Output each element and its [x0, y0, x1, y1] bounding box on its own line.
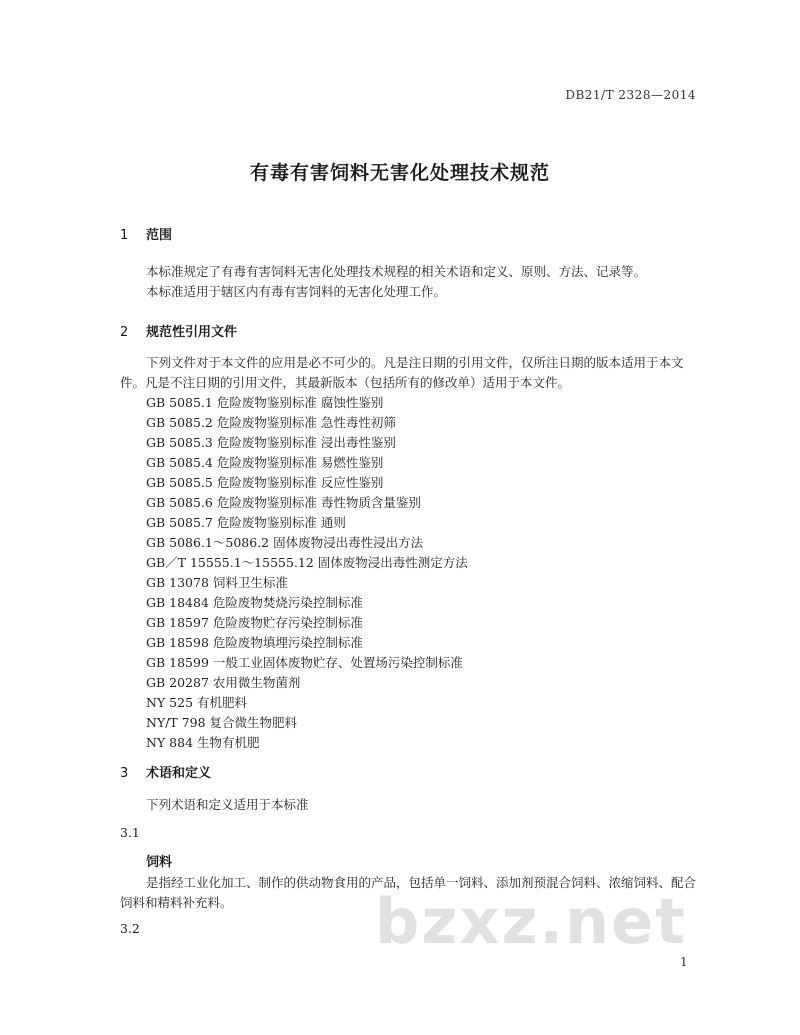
subclause-3-2-number: 3.2 [120, 921, 140, 936]
reference-item: GB 5085.6 危险废物鉴别标准 毒性物质含量鉴别 [146, 495, 421, 510]
reference-item: GB 18484 危险废物焚烧污染控制标准 [146, 595, 363, 610]
reference-item: GB 18598 危险废物填埋污染控制标准 [146, 635, 363, 650]
section-2-intro: 下列文件对于本文件的应用是必不可少的。凡是注日期的引用文件，仅所注日期的版本适用于本文件。凡是不注日期的引用文件，其最新版本（包括所有的修改单）适用于本文件。 [120, 355, 684, 390]
section-1-heading [120, 224, 172, 243]
section-3-title: 术语和定义 [146, 766, 212, 781]
section-3-number: 3 [120, 766, 129, 781]
reference-item: GB 5085.2 危险废物鉴别标准 急性毒性初筛 [146, 415, 396, 430]
reference-item: GB 18599 一般工业固体废物贮存、处置场污染控制标准 [146, 655, 463, 670]
reference-item: GB 20287 农用微生物菌剂 [146, 675, 301, 690]
term-feed-definition: 是指经工业化加工、制作的供动物食用的产品，包括单一饲料、添加剂预混合饲料、浓缩饲料、配合饲料和精料补充料。 [120, 875, 697, 910]
section-2-heading [120, 321, 237, 340]
reference-item: GB 5085.5 危险废物鉴别标准 反应性鉴别 [146, 475, 384, 490]
reference-item: GB 13078 饲料卫生标准 [146, 575, 288, 590]
section-1-number: 1 [120, 228, 129, 243]
normative-references-list [146, 393, 468, 753]
reference-item: NY 884 生物有机肥 [146, 735, 260, 750]
reference-item: GB 5085.7 危险废物鉴别标准 通则 [146, 515, 346, 530]
term-feed: 饲料 [146, 855, 173, 870]
watermark: bzxz.net [375, 885, 687, 958]
document-title: 有毒有害饲料无害化处理技术规范 [249, 162, 550, 184]
reference-item: GB 5085.1 危险废物鉴别标准 腐蚀性鉴别 [146, 395, 384, 410]
subclause-3-1-number: 3.1 [120, 825, 140, 840]
reference-item: GB 18597 危险废物贮存污染控制标准 [146, 615, 363, 630]
document-code: DB21/T 2328—2014 [565, 88, 696, 102]
reference-item: NY/T 798 复合微生物肥料 [146, 715, 298, 730]
section-3-heading [120, 762, 211, 781]
section-2-title: 规范性引用文件 [146, 325, 238, 340]
section-1-title: 范围 [146, 228, 173, 243]
section-1-para-1: 本标准规定了有毒有害饲料无害化处理技术规程的相关术语和定义、原则、方法、记录等。 [146, 264, 647, 279]
reference-item: GB／T 15555.1～15555.12 固体废物浸出毒性测定方法 [146, 555, 468, 570]
section-2-number: 2 [120, 325, 129, 340]
reference-item: NY 525 有机肥料 [146, 695, 247, 710]
reference-item: GB 5085.4 危险废物鉴别标准 易燃性鉴别 [146, 455, 384, 470]
section-3-intro: 下列术语和定义适用于本标准 [146, 797, 309, 812]
reference-item: GB 5086.1～5086.2 固体废物浸出毒性浸出方法 [146, 535, 424, 550]
reference-item: GB 5085.3 危险废物鉴别标准 浸出毒性鉴别 [146, 435, 396, 450]
page-number: 1 [680, 955, 688, 969]
section-1-para-2: 本标准适用于辖区内有毒有害饲料的无害化处理工作。 [146, 284, 447, 299]
